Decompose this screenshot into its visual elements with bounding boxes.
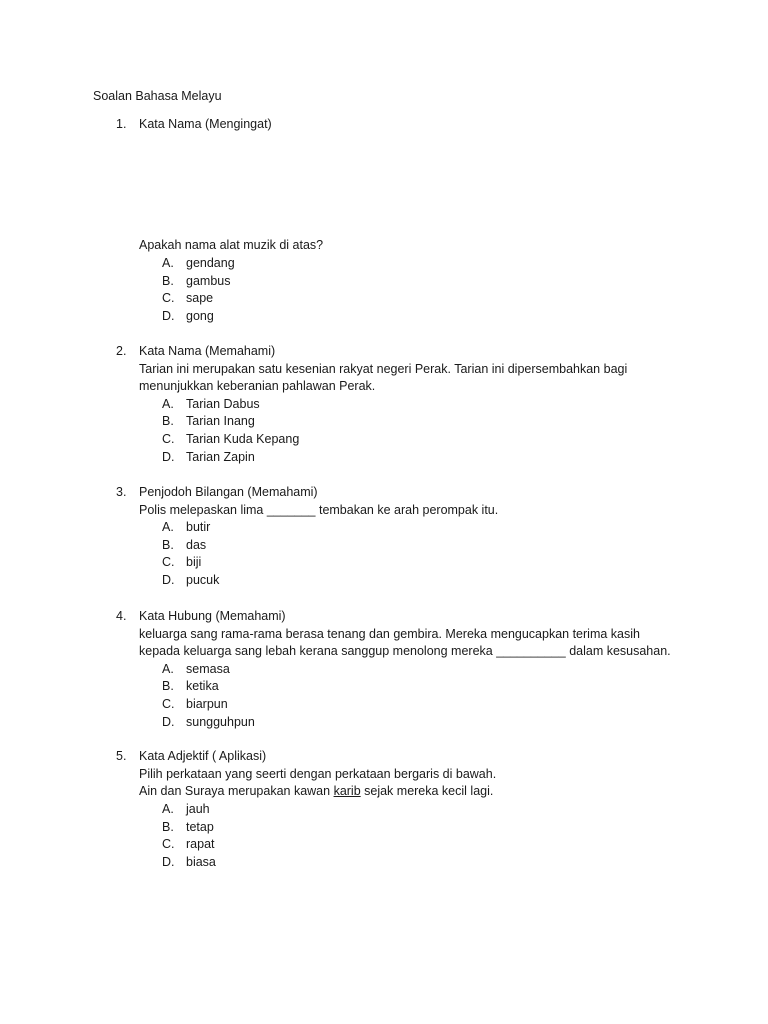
option-c[interactable]: C. sape [162, 291, 214, 305]
question-heading: Kata Hubung (Memahami) [139, 609, 286, 623]
question-text-line: Polis melepaskan lima _______ tembakan ke arah perompak itu. [139, 503, 499, 517]
option-d[interactable]: D. gong [162, 309, 214, 323]
underlined-word: karib [333, 784, 361, 798]
option-b[interactable]: B. das [162, 538, 207, 552]
option-a[interactable]: A. gendang [162, 256, 235, 270]
question-number: 5. [116, 749, 127, 763]
option-a[interactable]: A. butir [162, 520, 211, 534]
question-heading: Kata Nama (Mengingat) [139, 117, 272, 131]
question-number: 1. [116, 117, 127, 131]
option-c[interactable]: C. Tarian Kuda Kepang [162, 432, 300, 446]
option-a[interactable]: A. Tarian Dabus [162, 397, 260, 411]
instrument-image-placeholder [139, 140, 539, 235]
question-text-line: Tarian ini merupakan satu kesenian rakyat negeri Perak. Tarian ini dipersembahkan bagi [139, 362, 628, 376]
option-c[interactable]: C. rapat [162, 837, 215, 851]
question-instruction: Pilih perkataan yang seerti dengan perkataan bergaris di bawah. [139, 767, 497, 781]
option-c[interactable]: C. biarpun [162, 697, 228, 711]
question-heading: Kata Adjektif ( Aplikasi) [139, 749, 267, 763]
option-a[interactable]: A. semasa [162, 662, 230, 676]
option-b[interactable]: B. tetap [162, 820, 214, 834]
question-number: 3. [116, 485, 127, 499]
question-prompt: Apakah nama alat muzik di atas? [139, 238, 324, 252]
option-a[interactable]: A. jauh [162, 802, 210, 816]
question-heading: Penjodoh Bilangan (Memahami) [139, 485, 318, 499]
question-heading: Kata Nama (Memahami) [139, 344, 276, 358]
option-d[interactable]: D. Tarian Zapin [162, 450, 255, 464]
question-text-line: menunjukkan keberanian pahlawan Perak. [139, 379, 376, 393]
question-sentence: Ain dan Suraya merupakan kawan karib sejak mereka kecil lagi. [139, 784, 494, 798]
option-c[interactable]: C. biji [162, 555, 202, 569]
question-text-line: keluarga sang rama-rama berasa tenang dan gembira. Mereka mengucapkan terima kasih [139, 627, 640, 641]
option-d[interactable]: D. pucuk [162, 573, 220, 587]
document-title: Soalan Bahasa Melayu [93, 89, 222, 103]
option-b[interactable]: B. Tarian Inang [162, 414, 255, 428]
option-b[interactable]: B. gambus [162, 274, 231, 288]
question-number: 4. [116, 609, 127, 623]
option-d[interactable]: D. biasa [162, 855, 216, 869]
question-text-line: kepada keluarga sang lebah kerana sanggup menolong mereka __________ dalam kesusahan. [139, 644, 671, 658]
option-d[interactable]: D. sungguhpun [162, 715, 255, 729]
question-number: 2. [116, 344, 127, 358]
option-b[interactable]: B. ketika [162, 679, 219, 693]
